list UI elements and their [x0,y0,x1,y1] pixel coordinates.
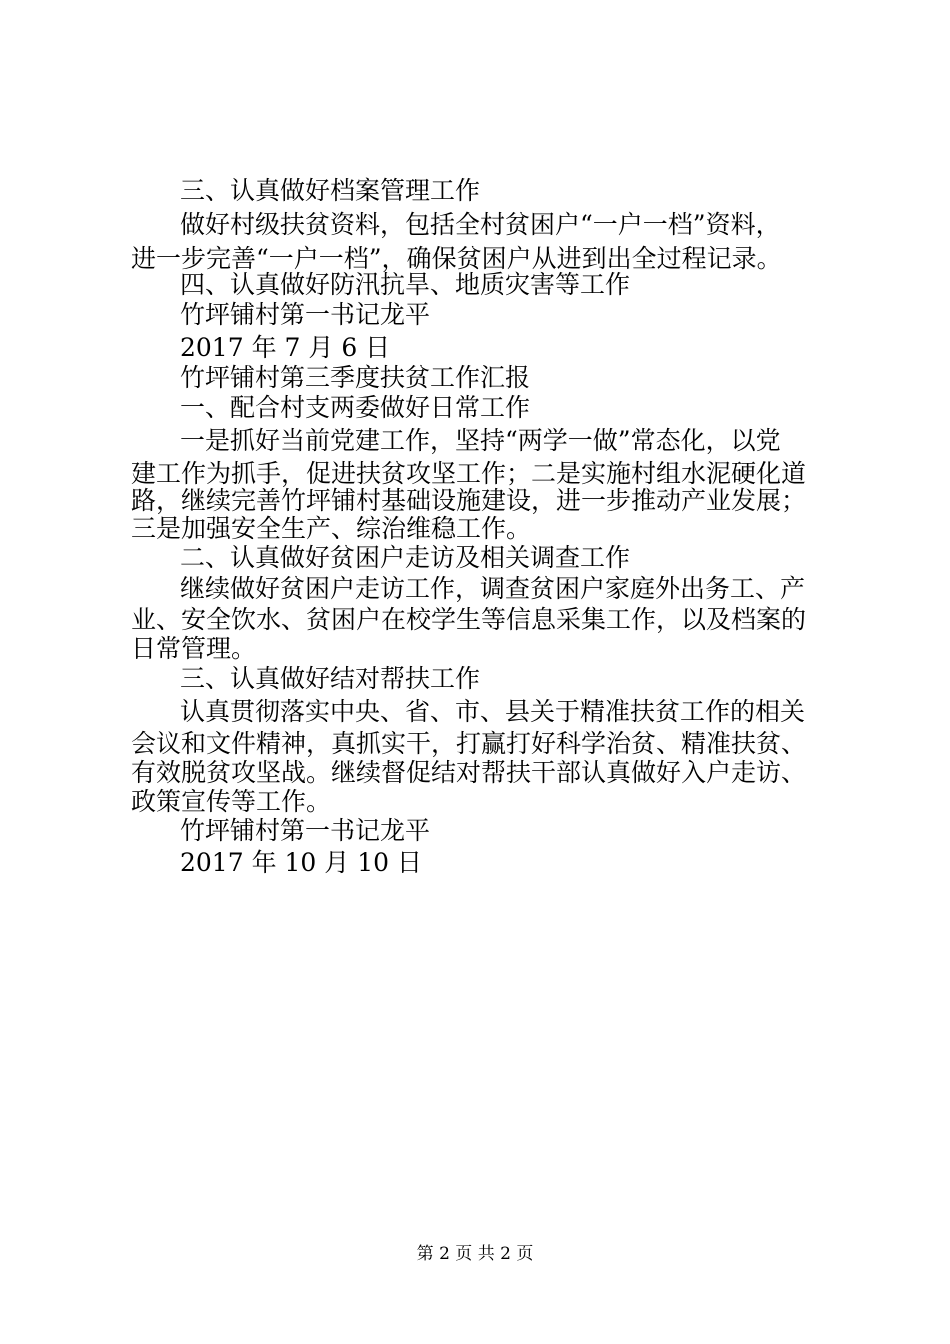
paragraph-line: 政策宣传等工作。 [131,787,332,816]
date-line: 2017 年 10 月 10 日 [180,848,422,877]
report-title: 竹坪铺村第三季度扶贫工作汇报 [180,363,531,392]
date-line: 2017 年 7 月 6 日 [180,333,391,362]
section-heading: 二、认真做好贫困户走访及相关调查工作 [180,543,631,572]
paragraph-line: 会议和文件精神，真抓实干，打赢打好科学治贫、精准扶贫、 [131,729,807,758]
signature-line: 竹坪铺村第一书记龙平 [180,816,431,845]
paragraph-line: 业、安全饮水、贫困户在校学生等信息采集工作，以及档案的 [131,605,807,634]
section-heading: 四、认真做好防汛抗旱、地质灾害等工作 [180,270,631,299]
signature-line: 竹坪铺村第一书记龙平 [180,300,431,329]
paragraph-line: 一是抓好当前党建工作，坚持“两学一做”常态化，以党 [180,426,781,455]
paragraph-line: 三是加强安全生产、综治维稳工作。 [131,514,532,543]
section-heading: 一、配合村支两委做好日常工作 [180,393,531,422]
section-heading: 三、认真做好结对帮扶工作 [180,664,481,693]
paragraph-line: 建工作为抓手，促进扶贫攻坚工作；二是实施村组水泥硬化道 [131,459,807,488]
paragraph-line: 认真贯彻落实中央、省、市、县关于精准扶贫工作的相关 [180,697,806,726]
page-footer: 第 2 页 共 2 页 [416,1244,534,1264]
paragraph-line: 日常管理。 [131,634,257,663]
paragraph-line: 做好村级扶贫资料，包括全村贫困户“一户一档”资料， [180,210,781,239]
paragraph-line: 路，继续完善竹坪铺村基础设施建设，进一步推动产业发展； [131,486,807,515]
section-heading: 三、认真做好档案管理工作 [180,176,481,205]
paragraph-line: 进一步完善“一户一档”，确保贫困户从进到出全过程记录。 [131,244,782,273]
paragraph-line: 继续做好贫困户走访工作，调查贫困户家庭外出务工、产 [180,574,806,603]
paragraph-line: 有效脱贫攻坚战。继续督促结对帮扶干部认真做好入户走访、 [131,758,807,787]
